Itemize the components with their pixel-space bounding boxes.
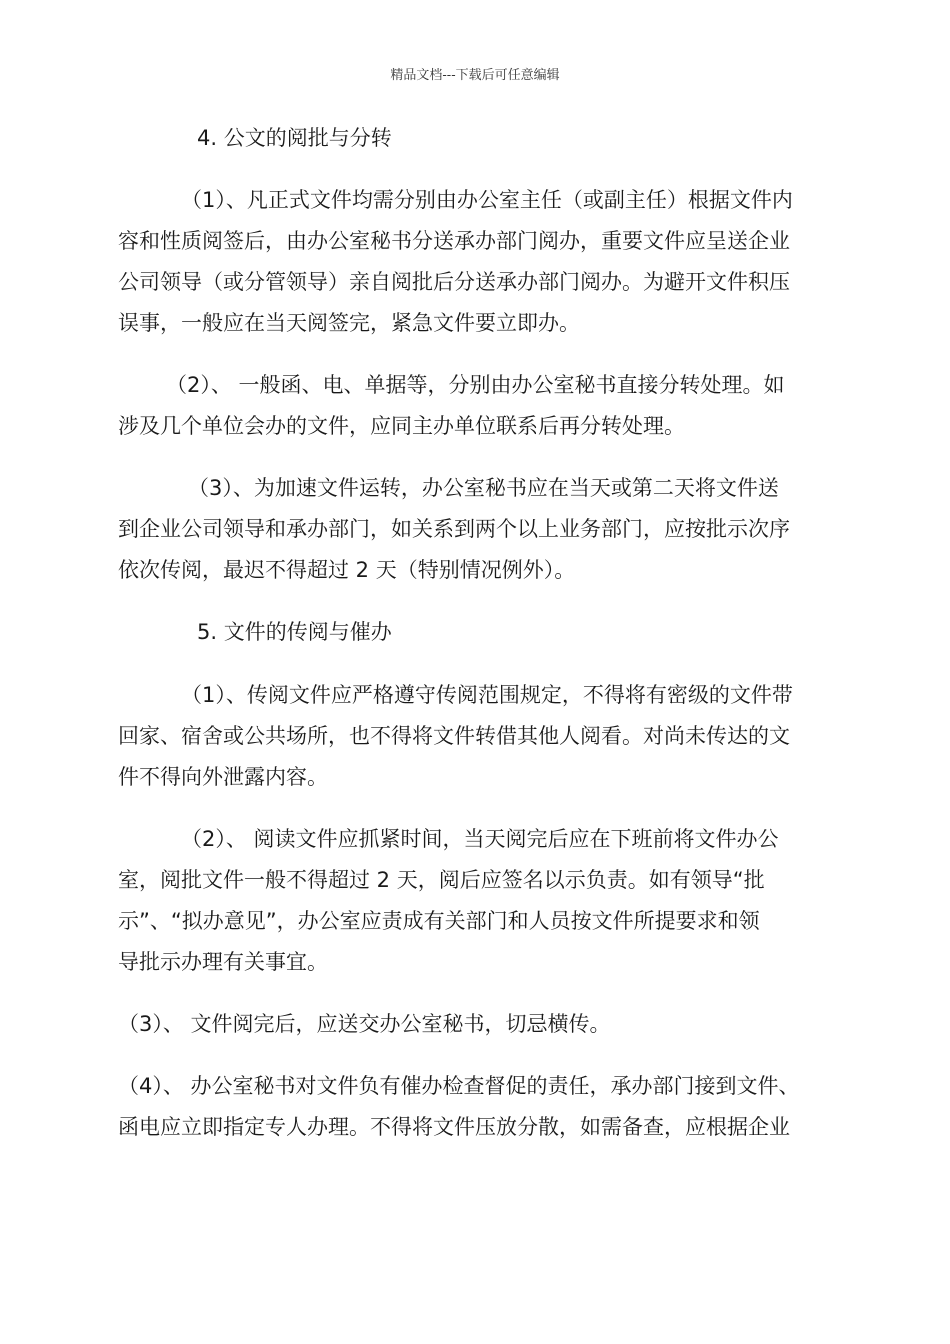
text-line: （2）、 一般函、电、单据等，分别由办公室秘书直接分转处理。如 xyxy=(166,373,785,397)
text-line: 导批示办理有关事宜。 xyxy=(118,950,328,974)
text-line: 室，阅批文件一般不得超过 2 天，阅后应签名以示负责。如有领导“批 xyxy=(118,868,765,892)
text-line: （3）、为加速文件运转，办公室秘书应在当天或第二天将文件送 xyxy=(188,476,779,500)
text-line: （1）、传阅文件应严格遵守传阅范围规定，不得将有密级的文件带 xyxy=(181,683,793,707)
text-line: （3）、 文件阅完后，应送交办公室秘书，切忌横传。 xyxy=(118,1012,611,1036)
text-line: （4）、 办公室秘书对文件负有催办检查督促的责任，承办部门接到文件、 xyxy=(118,1074,800,1098)
text-line: 依次传阅，最迟不得超过 2 天（特别情况例外）。 xyxy=(118,558,576,582)
text-line: 回家、宿舍或公共场所，也不得将文件转借其他人阅看。对尚未传达的文 xyxy=(118,724,790,748)
text-line: 件不得向外泄露内容。 xyxy=(118,765,328,789)
text-line: 涉及几个单位会办的文件，应同主办单位联系后再分转处理。 xyxy=(118,414,685,438)
text-line: 公司领导（或分管领导）亲自阅批后分送承办部门阅办。为避开文件积压 xyxy=(118,270,790,294)
page-header: 精品文档---下载后可任意编辑 xyxy=(390,68,560,83)
text-line: 函电应立即指定专人办理。不得将文件压放分散，如需备查，应根据企业 xyxy=(118,1115,790,1139)
section-4-heading: 4. 公文的阅批与分转 xyxy=(197,126,392,150)
text-line: 误事，一般应在当天阅签完，紧急文件要立即办。 xyxy=(118,311,580,335)
text-line: 容和性质阅签后，由办公室秘书分送承办部门阅办，重要文件应呈送企业 xyxy=(118,229,790,253)
section-5-heading: 5. 文件的传阅与催办 xyxy=(197,620,392,644)
text-line: 到企业公司领导和承办部门，如关系到两个以上业务部门，应按批示次序 xyxy=(118,517,790,541)
text-line: 示”、“拟办意见”，办公室应责成有关部门和人员按文件所提要求和领 xyxy=(118,909,760,933)
text-line: （1）、凡正式文件均需分别由办公室主任（或副主任）根据文件内 xyxy=(181,188,793,212)
text-line: （2）、 阅读文件应抓紧时间，当天阅完后应在下班前将文件办公 xyxy=(181,827,779,851)
